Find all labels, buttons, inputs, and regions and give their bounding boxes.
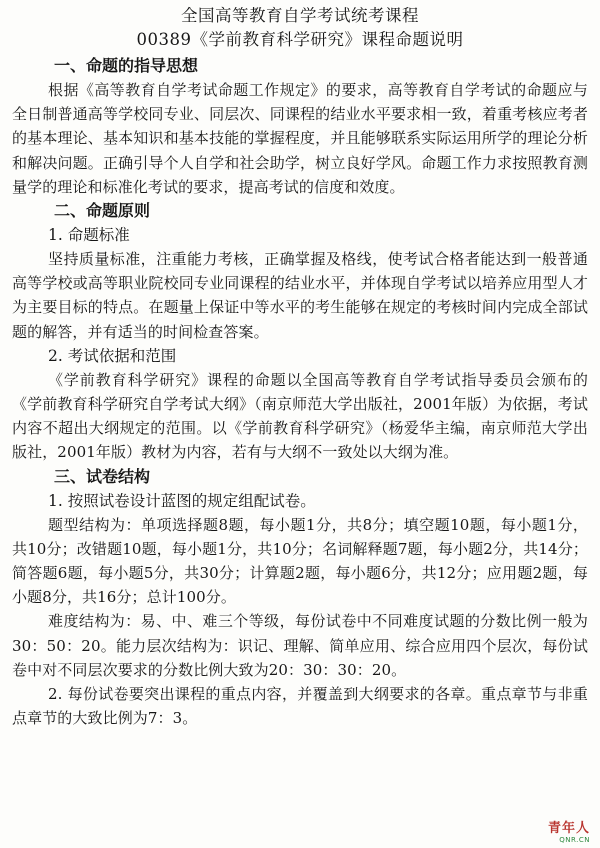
document-title-line2: 00389《学前教育科学研究》课程命题说明: [136, 30, 464, 49]
paragraph-standard: 坚持质量标准，注重能力考核，正确掌握及格线，使考试合格者能达到一般普通高等学校或高等职业院校同专业同课程的结业水平，并体现自学考试以培养应用型人才为主要目标的特点。在题量上保证中等水平的考生能够在规定的考核时间内完成全部试题的解答，并有适当的时间检查答案。: [12, 250, 588, 341]
document-page: [0, 4, 600, 730]
paragraph-question-types: 题型结构为：单项选择题8题，每小题1分，共8分；填空题10题，每小题1分，共10分；改错题10题，每小题1分，共10分；名词解释题7题，每小题2分，共14分；简答题6题，每小题5分，共30分；计算题2题，每小题6分，共12分；应用题2题，每小题8分，共16分；总计100分。: [12, 515, 588, 607]
site-watermark: [548, 817, 590, 844]
watermark-logo-text: 青年人: [547, 821, 590, 836]
subsection-heading-scope: 2. 考试依据和范围: [48, 346, 177, 365]
paragraph-focus-ratio: 2. 每份试卷要突出课程的重点内容，并覆盖到大纲要求的各章。重点章节与非重点章节的大致比例为7：3。: [12, 685, 588, 728]
structure-item-1: 1. 按照试卷设计蓝图的规定组配试卷。: [48, 491, 316, 510]
watermark-domain: QNR.CN: [559, 836, 590, 844]
paragraph-scope: 《学前教育科学研究》课程的命题以全国高等教育自学考试指导委员会颁布的《学前教育科学研究自学考试大纲》（南京师范大学出版社，2001年版）为依据，考试内容不超出大纲规定的范围。以《学前教育科学研究》（杨爱华主编，南京师范大学出版社，2001年版）教材为内容，若有与大纲不一致处以大纲为准。: [12, 370, 588, 462]
subsection-heading-standard: 1. 命题标准: [48, 226, 130, 245]
section-heading-guiding-principle: 一、命题的指导思想: [54, 56, 199, 75]
paragraph-difficulty: 难度结构为：易、中、难三个等级，每份试卷中不同难度试题的分数比例一般为30：50：20。能力层次结构为：识记、理解、简单应用、综合应用四个层次，每份试卷中对不同层次要求的分数比例大致为20：30：30：20。: [12, 612, 588, 679]
section-heading-principles: 二、命题原则: [54, 201, 151, 221]
paragraph-guiding-principle: 根据《高等教育自学考试命题工作规定》的要求，高等教育自学考试的命题应与全日制普通高等学校同专业、同层次、同课程的结业水平要求相一致，着重考核应考者的基本理论、基本知识和基本技能的掌握程度，并且能够联系实际运用所学的理论分析和解决问题。正确引导个人自学和社会助学，树立良好学风。命题工作力求按照教育测量学的理论和标准化考试的要求，提高考试的信度和效度。: [12, 81, 588, 196]
document-title-line1: 全国高等教育自学考试统考课程: [181, 6, 419, 25]
section-heading-structure: 三、试卷结构: [54, 466, 151, 486]
